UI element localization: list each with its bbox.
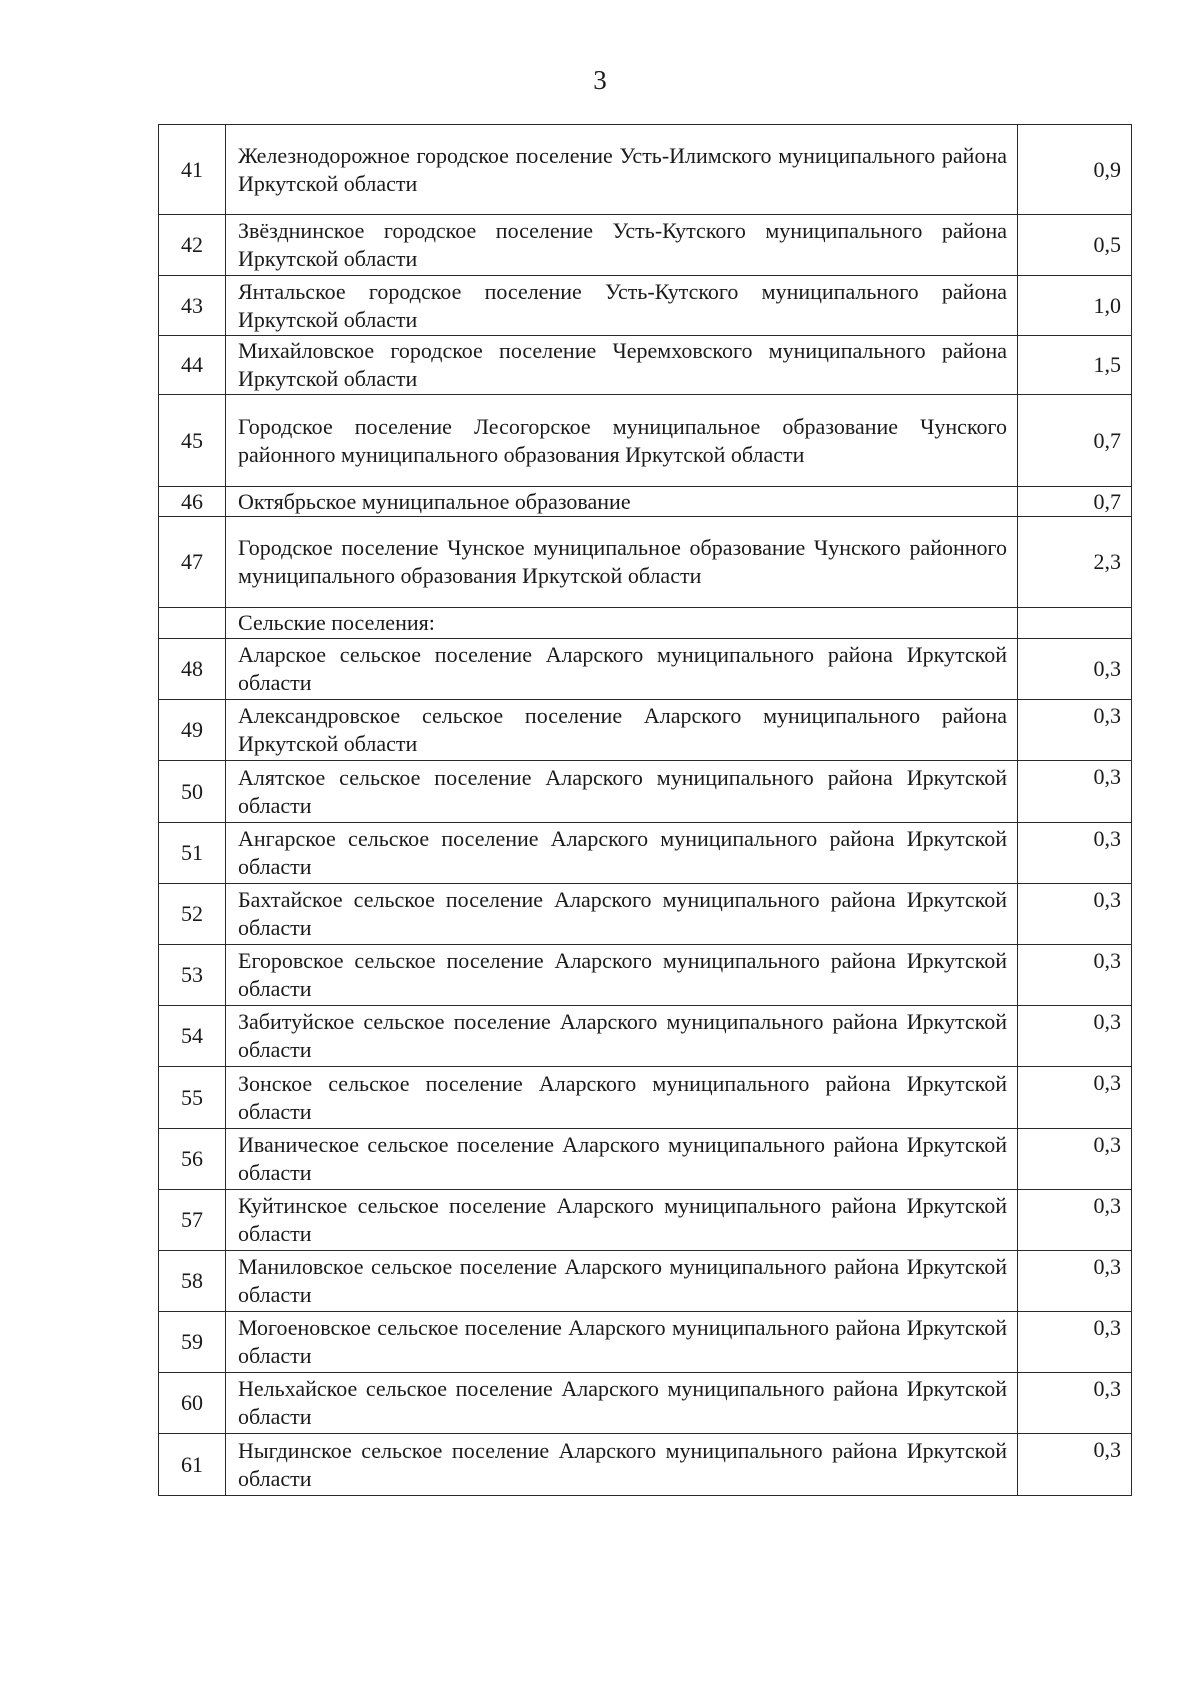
settlement-name: Ныгдинское сельское поселение Аларского муниципального района Иркутской области [226,1434,1018,1496]
settlement-name: Алятское сельское поселение Аларского муниципального района Иркутской области [226,761,1018,823]
settlement-name: Янтальское городское поселение Усть-Кутского муниципального района Иркутской области [226,276,1018,336]
row-number: 56 [159,1129,226,1190]
table-row [159,1129,1132,1190]
settlement-name: Александровское сельское поселение Аларского муниципального района Иркутской области [226,700,1018,761]
section-row [159,608,1132,639]
settlements-table [158,124,1132,1496]
row-value: 0,3 [1018,1006,1132,1067]
row-value: 0,3 [1018,761,1132,823]
row-value: 0,5 [1018,215,1132,276]
settlement-name: Аларское сельское поселение Аларского муниципального района Иркутской области [226,639,1018,700]
row-value: 0,3 [1018,700,1132,761]
row-number: 42 [159,215,226,276]
row-value: 0,3 [1018,823,1132,884]
table-row [159,700,1132,761]
row-number: 54 [159,1006,226,1067]
settlement-name: Михайловское городское поселение Черемховского муниципального района Иркутской области [226,336,1018,395]
row-number: 43 [159,276,226,336]
row-number: 44 [159,336,226,395]
table-row [159,639,1132,700]
settlement-name: Куйтинское сельское поселение Аларского муниципального района Иркутской области [226,1190,1018,1251]
settlement-name: Железнодорожное городское поселение Усть-Илимского муниципального района Иркутской области [226,125,1018,215]
row-value: 0,3 [1018,945,1132,1006]
settlement-name: Звёзднинское городское поселение Усть-Кутского муниципального района Иркутской области [226,215,1018,276]
settlement-name: Городское поселение Чунское муниципальное образование Чунского районного муниципального образования Иркутской области [226,517,1018,608]
row-number: 46 [159,487,226,517]
row-value: 0,3 [1018,1129,1132,1190]
settlement-name: Егоровское сельское поселение Аларского муниципального района Иркутской области [226,945,1018,1006]
row-number: 58 [159,1251,226,1312]
row-value: 0,3 [1018,1312,1132,1373]
settlement-name: Забитуйское сельское поселение Аларского муниципального района Иркутской области [226,1006,1018,1067]
settlement-name: Маниловское сельское поселение Аларского муниципального района Иркутской области [226,1251,1018,1312]
row-number: 52 [159,884,226,945]
row-value: 0,3 [1018,1067,1132,1129]
row-number: 53 [159,945,226,1006]
row-value: 0,3 [1018,639,1132,700]
settlement-name: Зонское сельское поселение Аларского муниципального района Иркутской области [226,1067,1018,1129]
settlement-name: Ангарское сельское поселение Аларского муниципального района Иркутской области [226,823,1018,884]
table-row [159,1434,1132,1496]
row-number: 61 [159,1434,226,1496]
section-heading: Сельские поселения: [226,608,1018,639]
table-row [159,487,1132,517]
row-value: 0,7 [1018,395,1132,487]
table-row [159,395,1132,487]
table-row [159,215,1132,276]
row-number: 55 [159,1067,226,1129]
row-value: 2,3 [1018,517,1132,608]
table-row [159,1373,1132,1434]
table-row [159,1067,1132,1129]
table-row [159,276,1132,336]
table-row [159,945,1132,1006]
table-row [159,884,1132,945]
row-number: 47 [159,517,226,608]
table-row [159,1251,1132,1312]
row-value: 0,7 [1018,487,1132,517]
row-value [1018,608,1132,639]
row-number: 60 [159,1373,226,1434]
table-row [159,1006,1132,1067]
row-value: 1,0 [1018,276,1132,336]
row-number [159,608,226,639]
row-number: 59 [159,1312,226,1373]
row-number: 57 [159,1190,226,1251]
row-value: 0,3 [1018,884,1132,945]
row-value: 1,5 [1018,336,1132,395]
settlement-name: Могоеновское сельское поселение Аларского муниципального района Иркутской области [226,1312,1018,1373]
row-value: 0,3 [1018,1251,1132,1312]
settlement-name: Иваническое сельское поселение Аларского муниципального района Иркутской области [226,1129,1018,1190]
table-row [159,517,1132,608]
settlement-name: Бахтайское сельское поселение Аларского муниципального района Иркутской области [226,884,1018,945]
row-number: 49 [159,700,226,761]
row-number: 48 [159,639,226,700]
row-number: 41 [159,125,226,215]
table-row [159,823,1132,884]
row-value: 0,3 [1018,1434,1132,1496]
row-value: 0,3 [1018,1190,1132,1251]
table-row [159,125,1132,215]
settlement-name: Нельхайское сельское поселение Аларского муниципального района Иркутской области [226,1373,1018,1434]
row-value: 0,9 [1018,125,1132,215]
page-number: 3 [593,65,607,95]
table-row [159,761,1132,823]
table-row [159,1312,1132,1373]
table-row [159,1190,1132,1251]
settlement-name: Городское поселение Лесогорское муниципальное образование Чунского районного муниципального образования Иркутской области [226,395,1018,487]
table-row [159,336,1132,395]
row-number: 51 [159,823,226,884]
settlement-name: Октябрьское муниципальное образование [226,487,1018,517]
row-number: 45 [159,395,226,487]
row-number: 50 [159,761,226,823]
row-value: 0,3 [1018,1373,1132,1434]
